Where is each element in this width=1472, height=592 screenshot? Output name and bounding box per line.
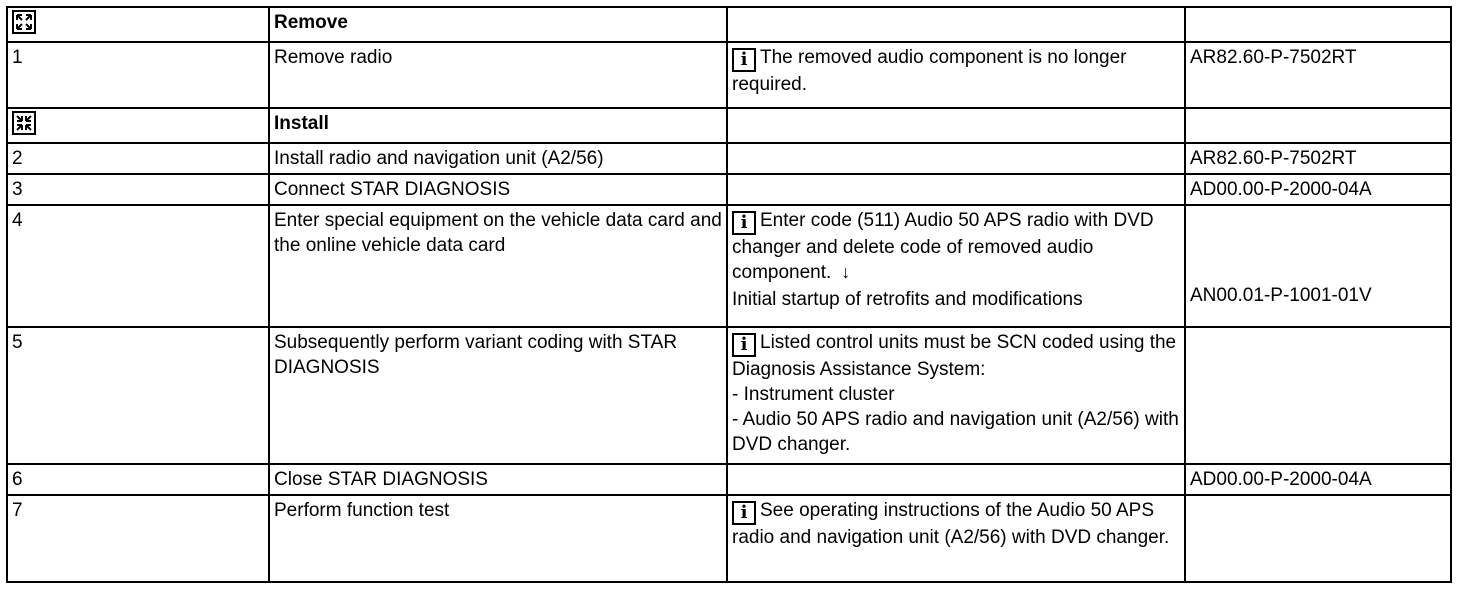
arrow-down-icon: ↓: [841, 262, 851, 282]
table-row: [7, 205, 1451, 327]
table-row: [7, 143, 1451, 174]
step-action: Subsequently perform variant coding with STAR DIAGNOSIS: [269, 327, 727, 464]
step-note-text: The removed audio component is no longer required.: [732, 47, 1127, 95]
table-row: [7, 42, 1451, 108]
step-action: Remove radio: [269, 42, 727, 108]
step-reference[interactable]: AR82.60-P-7502RT: [1185, 143, 1451, 174]
step-note-link[interactable]: Initial startup of retrofits and modifications: [732, 289, 1083, 310]
step-note: [727, 205, 1185, 327]
step-reference[interactable]: AR82.60-P-7502RT: [1185, 42, 1451, 108]
info-icon: i: [732, 48, 756, 72]
info-icon: i: [732, 501, 756, 525]
info-icon: i: [732, 333, 756, 357]
step-number: 1: [7, 42, 269, 108]
step-note: [727, 174, 1185, 205]
remove-steps-icon: [12, 10, 36, 34]
step-number: 4: [7, 205, 269, 327]
step-action: Perform function test: [269, 495, 727, 582]
step-number: 5: [7, 327, 269, 464]
section-header-install: [7, 108, 1451, 143]
step-note: [727, 327, 1185, 464]
step-note-text: Listed control units must be SCN coded using the Diagnosis Assistance System:: [732, 332, 1177, 380]
step-action: Install radio and navigation unit (A2/56): [269, 143, 727, 174]
step-action: Connect STAR DIAGNOSIS: [269, 174, 727, 205]
section-header-remove: [7, 7, 1451, 42]
step-reference: [1185, 327, 1451, 464]
step-note: [727, 143, 1185, 174]
step-reference[interactable]: AN00.01-P-1001-01V: [1190, 285, 1372, 306]
step-note-item: - Instrument cluster: [732, 384, 895, 405]
step-note-text: Enter code (511) Audio 50 APS radio with DVD changer and delete code of removed audio component.: [732, 210, 1154, 283]
step-reference: [1185, 495, 1451, 582]
step-note: [727, 464, 1185, 495]
procedure-table: [6, 6, 1452, 583]
step-number: 6: [7, 464, 269, 495]
step-number: 7: [7, 495, 269, 582]
step-reference[interactable]: AD00.00-P-2000-04A: [1185, 174, 1451, 205]
step-number: 3: [7, 174, 269, 205]
section-title-remove: Remove: [269, 7, 727, 42]
step-action: Enter special equipment on the vehicle data card and the online vehicle data card: [269, 205, 727, 327]
table-row: [7, 174, 1451, 205]
step-action: Close STAR DIAGNOSIS: [269, 464, 727, 495]
step-note: [727, 42, 1185, 108]
step-reference[interactable]: AD00.00-P-2000-04A: [1185, 464, 1451, 495]
step-number: 2: [7, 143, 269, 174]
install-steps-icon: [12, 111, 36, 135]
step-note-text: See operating instructions of the Audio 50 APS radio and navigation unit (A2/56) with DVD changer.: [732, 500, 1170, 548]
step-note-item: - Audio 50 APS radio and navigation unit (A2/56) with DVD changer.: [732, 409, 1179, 455]
step-note: [727, 495, 1185, 582]
table-row: [7, 495, 1451, 582]
info-icon: i: [732, 211, 756, 235]
table-row: [7, 327, 1451, 464]
section-title-install: Install: [269, 108, 727, 143]
table-row: [7, 464, 1451, 495]
